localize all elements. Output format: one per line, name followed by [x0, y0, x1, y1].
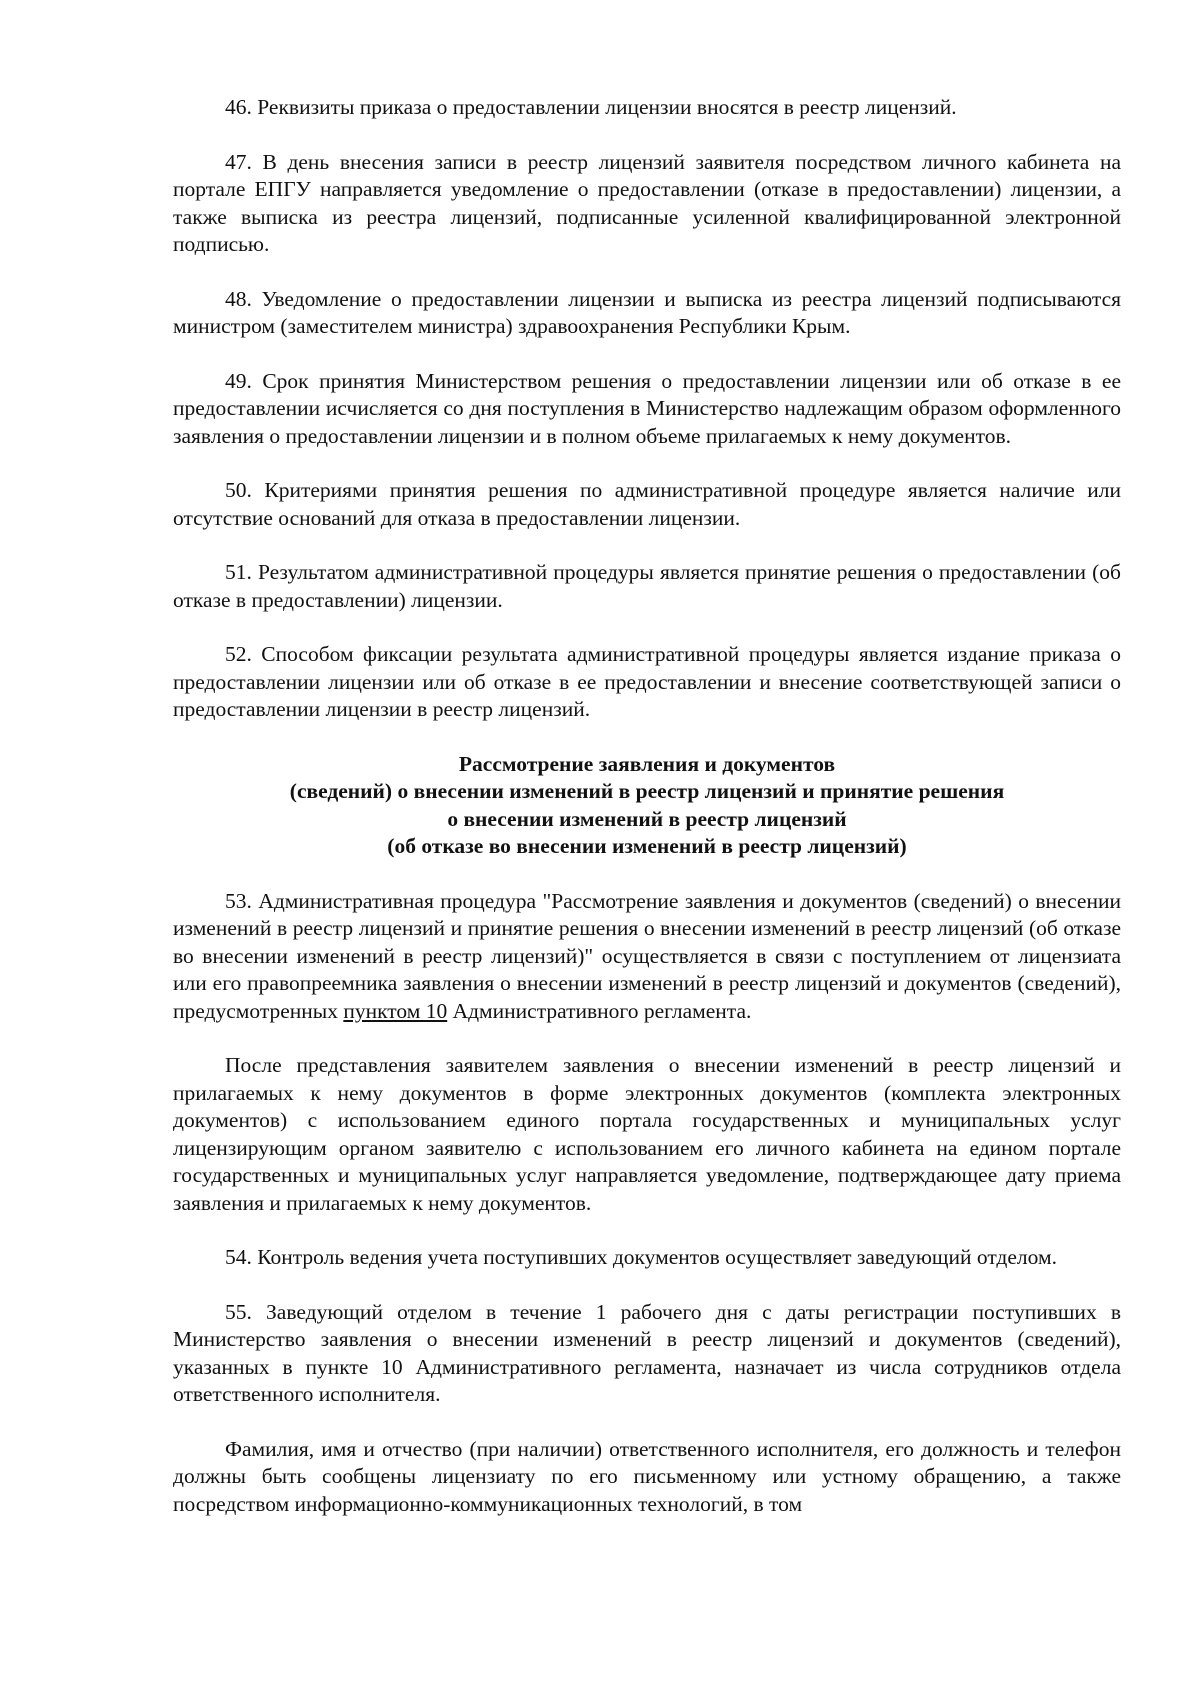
- paragraph-46: 46. Реквизиты приказа о предоставлении лицензии вносятся в реестр лицензий.: [225, 95, 957, 119]
- paragraph-51: 51. Результатом административной процедуры является принятие решения о предоставлении (об отказе в предоставлении) лицензии.: [173, 560, 1121, 612]
- paragraph-50: 50. Критериями принятия решения по административной процедуре является наличие или отсутствие оснований для отказа в предоставлении лицензии.: [173, 478, 1121, 530]
- document-page: [173, 94, 1121, 1545]
- paragraph-53: [173, 888, 1121, 1026]
- paragraph-47: 47. В день внесения записи в реестр лицензий заявителя посредством личного кабинета на портале ЕПГУ направляется уведомление о предоставлении (отказе в предоставлении) лицензии, а также выписка из реестра лицензий, подписанные усиленной квалифицированной электронной подписью.: [173, 149, 1121, 256]
- clause-10-link[interactable]: пунктом 10: [343, 998, 448, 1023]
- section-heading-line-3: о внесении изменений в реестр лицензий: [447, 806, 847, 831]
- paragraph-54: 54. Контроль ведения учета поступивших документов осуществляет заведующий отделом.: [225, 1245, 1057, 1269]
- paragraph-53-text-start: 53. Административная процедура "Рассмотрение заявления и документов (сведений) о внесении изменений в реестр лицензий и принятие решения о внесении изменений в реестр лицензий (об отказе во внесении изменений в реестр лицензий)" осуществляется в связи с поступлением от лицензиата или его правопреемника заявления о внесении изменений в реестр лицензий и документов (сведений), предусмотренных: [173, 888, 1121, 1023]
- section-heading: [173, 751, 1121, 861]
- paragraph-49: 49. Срок принятия Министерством решения о предоставлении лицензии или об отказе в ее предоставлении исчисляется со дня поступления в Министерство надлежащим образом оформленного заявления о предоставлении лицензии и в полном объеме прилагаемых к нему документов.: [173, 368, 1121, 448]
- paragraph-53-text-end: Административного регламента.: [447, 998, 752, 1023]
- section-heading-line-1: Рассмотрение заявления и документов: [458, 751, 836, 776]
- paragraph-55: 55. Заведующий отделом в течение 1 рабочего дня с даты регистрации поступивших в Министерство заявления о внесении изменений в реестр лицензий и документов (сведений), указанных в пункте 10 Административного регламента, назначает из числа сотрудников отдела ответственного исполнителя.: [173, 1299, 1121, 1406]
- paragraph-55-continuation: Фамилия, имя и отчество (при наличии) ответственного исполнителя, его должность и телефон должны быть сообщены лицензиату по его письменному или устному обращению, а также посредством информационно-коммуникационных технологий, в том: [173, 1436, 1121, 1516]
- paragraph-52: 52. Способом фиксации результата административной процедуры является издание приказа о предоставлении лицензии или об отказе в ее предоставлении и внесение соответствующей записи о предоставлении лицензии в реестр лицензий.: [173, 642, 1121, 721]
- section-heading-line-4: (об отказе во внесении изменений в реестр лицензий): [387, 834, 907, 858]
- section-heading-line-2: (сведений) о внесении изменений в реестр лицензий и принятие решения: [289, 779, 1005, 803]
- paragraph-48: 48. Уведомление о предоставлении лицензии и выписка из реестра лицензий подписываются министром (заместителем министра) здравоохранения Республики Крым.: [173, 286, 1121, 338]
- paragraph-53-continuation: После представления заявителем заявления о внесении изменений в реестр лицензий и прилагаемых к нему документов в форме электронных документов (комплекта электронных документов) с использованием единого портала государственных и муниципальных услуг лицензирующим органом заявителю с использованием его личного кабинета на едином портале государственных и муниципальных услуг направляется уведомление, подтверждающее дату приема заявления и прилагаемых к нему документов.: [173, 1053, 1121, 1215]
